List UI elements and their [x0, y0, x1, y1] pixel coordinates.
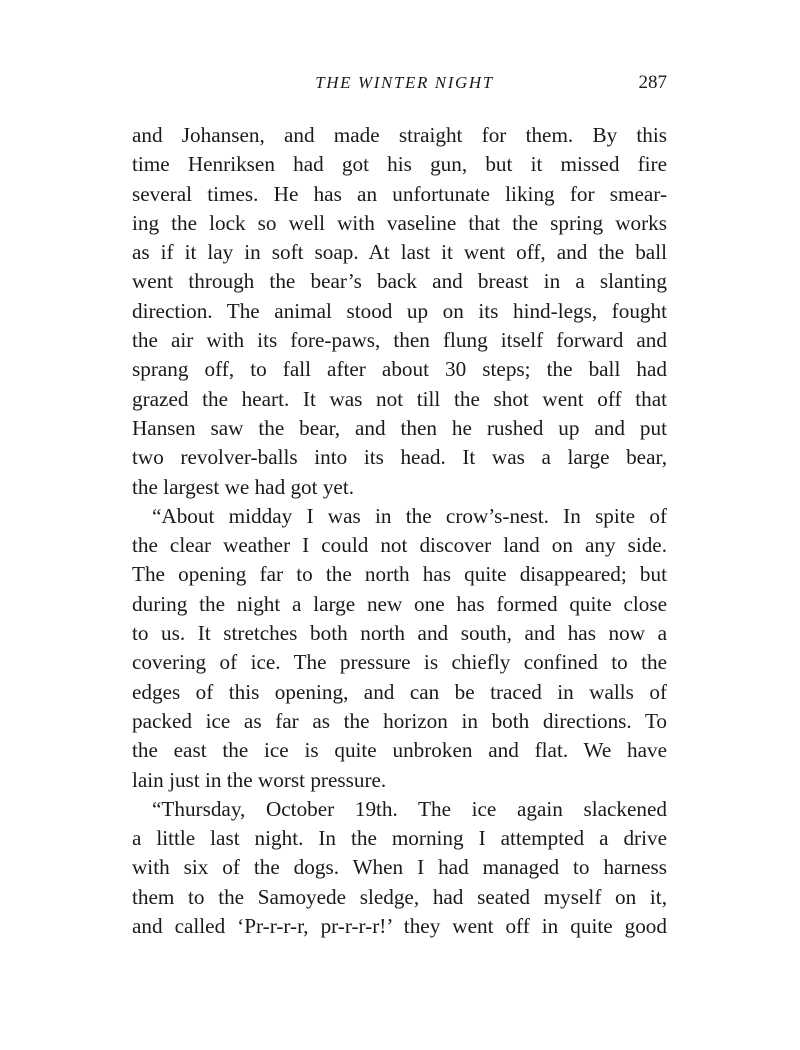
text-line: went through the bear’s back and breast in a slanting	[132, 269, 667, 294]
page-number: 287	[638, 72, 667, 93]
text-line: a little last night. In the morning I attempted a drive	[132, 826, 667, 851]
text-line: the largest we had got yet.	[132, 474, 355, 499]
text-line: the air with its fore-paws, then flung itself forward and	[132, 328, 667, 353]
text-line: grazed the heart. It was not till the shot went off that	[132, 386, 667, 411]
text-line: ing the lock so well with vaseline that the spring works	[132, 210, 667, 235]
text-line: sprang off, to fall after about 30 steps; the ball had	[132, 357, 667, 382]
text-line: them to the Samoyede sledge, had seated myself on it,	[132, 884, 667, 909]
running-head	[132, 73, 667, 99]
paragraph	[132, 502, 667, 795]
text-line: Hansen saw the bear, and then he rushed up and put	[132, 415, 667, 440]
text-line: to us. It stretches both north and south, and has now a	[132, 621, 667, 646]
text-line: and Johansen, and made straight for them. By this	[132, 123, 667, 147]
text-line: two revolver-balls into its head. It was a large bear,	[132, 445, 667, 470]
text-line: lain just in the worst pressure.	[132, 767, 387, 792]
running-title: THE WINTER NIGHT	[315, 73, 494, 92]
text-line: and called ‘Pr-r-r-r, pr-r-r-r!’ they went off in quite good	[132, 914, 667, 939]
text-line: during the night a large new one has formed quite close	[132, 591, 667, 616]
text-line: with six of the dogs. When I had managed to harness	[132, 855, 667, 880]
body-text	[132, 121, 667, 941]
text-line: “Thursday, October 19th. The ice again slackened	[152, 796, 667, 821]
text-line: The opening far to the north has quite disappeared; but	[132, 562, 667, 587]
text-line: direction. The animal stood up on its hind-legs, fought	[132, 298, 667, 323]
text-line: as if it lay in soft soap. At last it went off, and the ball	[132, 240, 667, 265]
text-line: packed ice as far as the horizon in both directions. To	[132, 708, 667, 733]
text-line: the clear weather I could not discover land on any side.	[132, 533, 667, 558]
text-line: several times. He has an unfortunate liking for smear-	[132, 181, 667, 206]
text-line: covering of ice. The pressure is chiefly confined to the	[132, 650, 667, 675]
paragraph	[132, 795, 667, 941]
text-line: the east the ice is quite unbroken and flat. We have	[132, 738, 667, 763]
text-line: “About midday I was in the crow’s-nest. In spite of	[152, 503, 667, 528]
paragraph	[132, 121, 667, 502]
text-line: time Henriksen had got his gun, but it missed fire	[132, 152, 667, 177]
text-line: edges of this opening, and can be traced in walls of	[132, 679, 667, 704]
